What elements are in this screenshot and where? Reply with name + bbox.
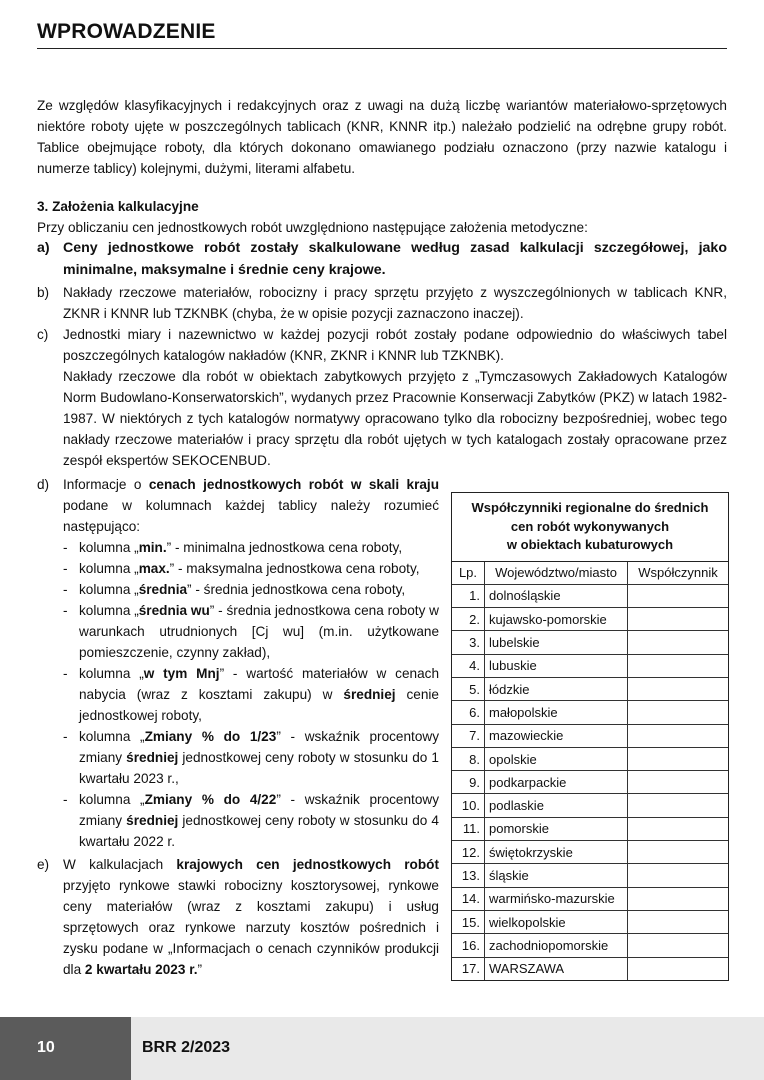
- row-region: świętokrzyskie: [485, 841, 628, 864]
- item-c-text-1: Jednostki miary i nazewnictwo w każdej pozycji robót zostały podane odpowiednio do właściwych tabel poszczególnych katalogów nakładów (KNR, ZKNR i KNNR lub TZKNBK).: [63, 327, 727, 363]
- list-dash: -: [63, 561, 68, 576]
- row-coefficient: [628, 724, 729, 747]
- table-row: [452, 631, 728, 654]
- item-c: [37, 324, 727, 471]
- column-definition-item: - kolumna „w tym Mnj” - wartość materiałów w cenach nabycia (wraz z kosztami zakupu) w średniej cenie jednostkowej roboty,: [37, 663, 439, 726]
- column-definition-item: - kolumna „średnia wu” - średnia jednostkowa cena roboty w warunkach utrudnionych [Cj wu] (m.in. użytkowane pomieszczenie, czynny zakład),: [37, 600, 439, 663]
- row-lp: 7.: [452, 724, 485, 747]
- list-dash: -: [63, 666, 68, 681]
- item-b-label: b): [37, 285, 50, 300]
- row-lp: 13.: [452, 864, 485, 887]
- row-coefficient: [628, 631, 729, 654]
- table-row: [452, 701, 728, 724]
- row-lp: 12.: [452, 841, 485, 864]
- table-row: [452, 794, 728, 817]
- item-d-bold: cenach jednostkowych robót w skali kraju: [148, 477, 439, 492]
- list-dash: -: [63, 603, 68, 618]
- publication-name: BRR 2/2023: [142, 1039, 231, 1056]
- row-lp: 10.: [452, 794, 485, 817]
- column-definition-item: - kolumna „Zmiany % do 4/22” - wskaźnik procentowy zmiany średniej jednostkowej ceny roboty w stosunku do 4 kwartału 2022 r.: [37, 789, 439, 852]
- table-row: [452, 608, 728, 631]
- row-region: pomorskie: [485, 817, 628, 840]
- row-coefficient: [628, 771, 729, 794]
- table-row: [452, 910, 728, 933]
- row-region: małopolskie: [485, 701, 628, 724]
- footer-page-block: [0, 1017, 131, 1080]
- item-a-label: a): [37, 240, 50, 256]
- regional-coefficients-table: [451, 492, 729, 981]
- column-definition-item: - kolumna „max.” - maksymalna jednostkowa cena roboty,: [37, 558, 439, 579]
- row-coefficient: [628, 957, 729, 980]
- row-region: zachodniopomorskie: [485, 934, 628, 957]
- item-a: [37, 237, 727, 281]
- row-coefficient: [628, 864, 729, 887]
- table-row: [452, 841, 728, 864]
- row-region: lubelskie: [485, 631, 628, 654]
- footer-publication-block: [131, 1017, 764, 1080]
- row-region: WARSZAWA: [485, 957, 628, 980]
- row-coefficient: [628, 841, 729, 864]
- table-row: [452, 584, 728, 607]
- row-coefficient: [628, 887, 729, 910]
- row-region: mazowieckie: [485, 724, 628, 747]
- row-region: dolnośląskie: [485, 584, 628, 607]
- row-coefficient: [628, 934, 729, 957]
- row-coefficient: [628, 794, 729, 817]
- row-coefficient: [628, 654, 729, 677]
- row-region: wielkopolskie: [485, 910, 628, 933]
- table-title: Współczynniki regionalne do średnich cen robót wykonywanych w obiektach kubaturowych: [452, 493, 728, 562]
- row-region: kujawsko-pomorskie: [485, 608, 628, 631]
- row-coefficient: [628, 910, 729, 933]
- item-b: [37, 282, 727, 324]
- section-heading: 3. Założenia kalkulacyjne: [37, 199, 199, 214]
- row-lp: 2.: [452, 608, 485, 631]
- item-d-post: podane w kolumnach każdej tablicy należy rozumieć następująco:: [63, 498, 439, 534]
- row-lp: 11.: [452, 817, 485, 840]
- header-region: Województwo/miasto: [485, 562, 628, 585]
- item-e-text: W kalkulacjach krajowych cen jednostkowych robót przyjęto rynkowe stawki robocizny kosztorysowej, rynkowe ceny materiałów (wraz z kosztami zakupu) i usług sprzętowych oraz rynkowe narzuty kosztów pośrednich i zysku podane w „Informacjach o cenach czynników produkcji dla 2 kwartału 2023 r.”: [63, 857, 439, 977]
- page-number: 10: [37, 1039, 55, 1056]
- row-region: łódzkie: [485, 677, 628, 700]
- row-region: śląskie: [485, 864, 628, 887]
- table-row: [452, 887, 728, 910]
- header-lp: Lp.: [452, 562, 485, 585]
- table-row: [452, 747, 728, 770]
- table-row: [452, 957, 728, 980]
- row-lp: 4.: [452, 654, 485, 677]
- row-coefficient: [628, 747, 729, 770]
- list-dash: -: [63, 792, 68, 807]
- row-coefficient: [628, 701, 729, 724]
- item-d-pre: Informacje o: [63, 477, 149, 492]
- row-lp: 8.: [452, 747, 485, 770]
- row-coefficient: [628, 584, 729, 607]
- column-definition-item: - kolumna „średnia” - średnia jednostkowa cena roboty,: [37, 579, 439, 600]
- item-c-label: c): [37, 327, 49, 342]
- table-row: [452, 864, 728, 887]
- table-row: [452, 724, 728, 747]
- row-lp: 15.: [452, 910, 485, 933]
- column-definition-item: - kolumna „min.” - minimalna jednostkowa cena roboty,: [37, 537, 439, 558]
- column-definition-item: - kolumna „Zmiany % do 1/23” - wskaźnik procentowy zmiany średniej jednostkowej ceny roboty w stosunku do 1 kwartału 2023 r.,: [37, 726, 439, 789]
- coefficients-grid: [452, 562, 728, 980]
- row-lp: 16.: [452, 934, 485, 957]
- item-b-text: Nakłady rzeczowe materiałów, robocizny i pracy sprzętu przyjęto z wyszczególnionych w tablicach KNR, ZKNR i KNNR lub TZKNBK (chyba, że w opisie pozycji zaznaczono inaczej).: [63, 285, 727, 321]
- row-region: podlaskie: [485, 794, 628, 817]
- item-d-intro: [63, 474, 439, 537]
- row-lp: 3.: [452, 631, 485, 654]
- row-region: opolskie: [485, 747, 628, 770]
- table-row: [452, 771, 728, 794]
- item-a-text: Ceny jednostkowe robót zostały skalkulowane według zasad kalkulacji szczegółowej, jako minimalne, maksymalne i średnie ceny krajowe.: [63, 240, 727, 278]
- item-e-label: e): [37, 857, 50, 872]
- table-row: [452, 934, 728, 957]
- row-lp: 6.: [452, 701, 485, 724]
- row-coefficient: [628, 817, 729, 840]
- page-title: WPROWADZENIE: [37, 18, 727, 49]
- row-lp: 14.: [452, 887, 485, 910]
- table-row: [452, 677, 728, 700]
- row-region: podkarpackie: [485, 771, 628, 794]
- item-d: [37, 474, 439, 852]
- list-dash: -: [63, 540, 68, 555]
- header-coefficient: Współczynnik: [628, 562, 729, 585]
- row-lp: 1.: [452, 584, 485, 607]
- item-e: [37, 854, 439, 980]
- row-lp: 9.: [452, 771, 485, 794]
- section-lead: Przy obliczaniu cen jednostkowych robót uwzględniono następujące założenia metodyczne:: [37, 220, 588, 235]
- item-d-label: d): [37, 477, 50, 492]
- row-lp: 5.: [452, 677, 485, 700]
- table-row: [452, 817, 728, 840]
- row-region: warmińsko-mazurskie: [485, 887, 628, 910]
- row-coefficient: [628, 608, 729, 631]
- intro-paragraph: Ze względów klasyfikacyjnych i redakcyjnych oraz z uwagi na dużą liczbę wariantów materiałowo-sprzętowych niektóre roboty ujęte w poszczególnych tablicach (KNR, KNNR itp.) należało podzielić na odrębne grupy robót. Tablice obejmujące roboty, dla których dokonano omawianego podziału oznaczono (przy nazwie katalogu i numerze tablicy) kolejnymi, dużymi, literami alfabetu.: [37, 98, 727, 176]
- list-dash: -: [63, 582, 68, 597]
- row-region: lubuskie: [485, 654, 628, 677]
- row-coefficient: [628, 677, 729, 700]
- table-row: [452, 654, 728, 677]
- list-dash: -: [63, 729, 68, 744]
- row-lp: 17.: [452, 957, 485, 980]
- item-c-text-2: Nakłady rzeczowe dla robót w obiektach zabytkowych przyjęto z „Tymczasowych Zakładowych Katalogów Norm Budowlano-Konserwatorskich”, wydanych przez Pracownie Konserwacji Zabytków (PKZ) w latach 1982-1987. W niektórych z tych katalogów normatywy opracowano tylko dla robocizny bezpośredniej, wobec tego nakłady rzeczowe materiałów i pracy sprzętu dla robót ujętych w tych katalogach zostały opracowane przez zespół ekspertów SEKOCENBUD.: [63, 369, 727, 468]
